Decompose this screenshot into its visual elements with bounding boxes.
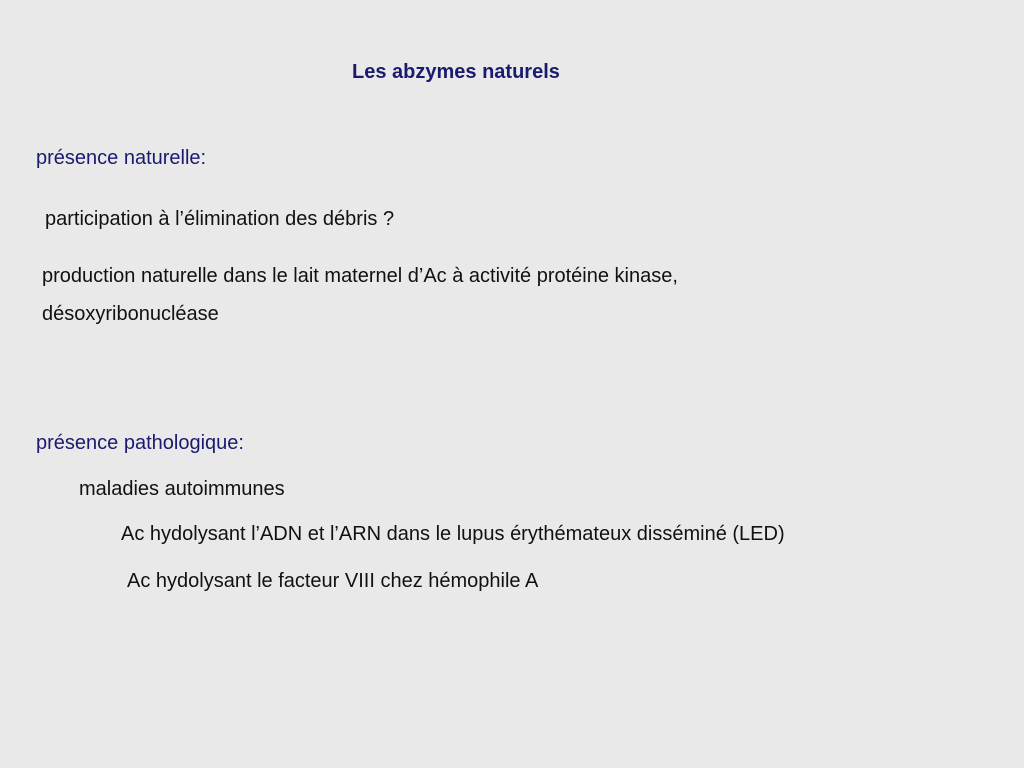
text-participation-elimination: participation à l’élimination des débris ? — [45, 208, 395, 230]
slide-title: Les abzymes naturels — [352, 61, 560, 83]
text-production-lait-maternel: production naturelle dans le lait maternel d’Ac à activité protéine kinase, — [42, 265, 678, 287]
heading-presence-pathologique: présence pathologique: — [36, 432, 244, 454]
text-ac-facteur-viii: Ac hydolysant le facteur VIII chez hémophile A — [127, 570, 539, 592]
text-desoxyribonuclease: désoxyribonucléase — [42, 303, 219, 325]
text-ac-adn-arn-lupus: Ac hydolysant l’ADN et l’ARN dans le lupus érythémateux disséminé (LED) — [121, 523, 785, 545]
text-maladies-autoimmunes: maladies autoimmunes — [79, 478, 285, 500]
heading-presence-naturelle: présence naturelle: — [36, 147, 207, 169]
